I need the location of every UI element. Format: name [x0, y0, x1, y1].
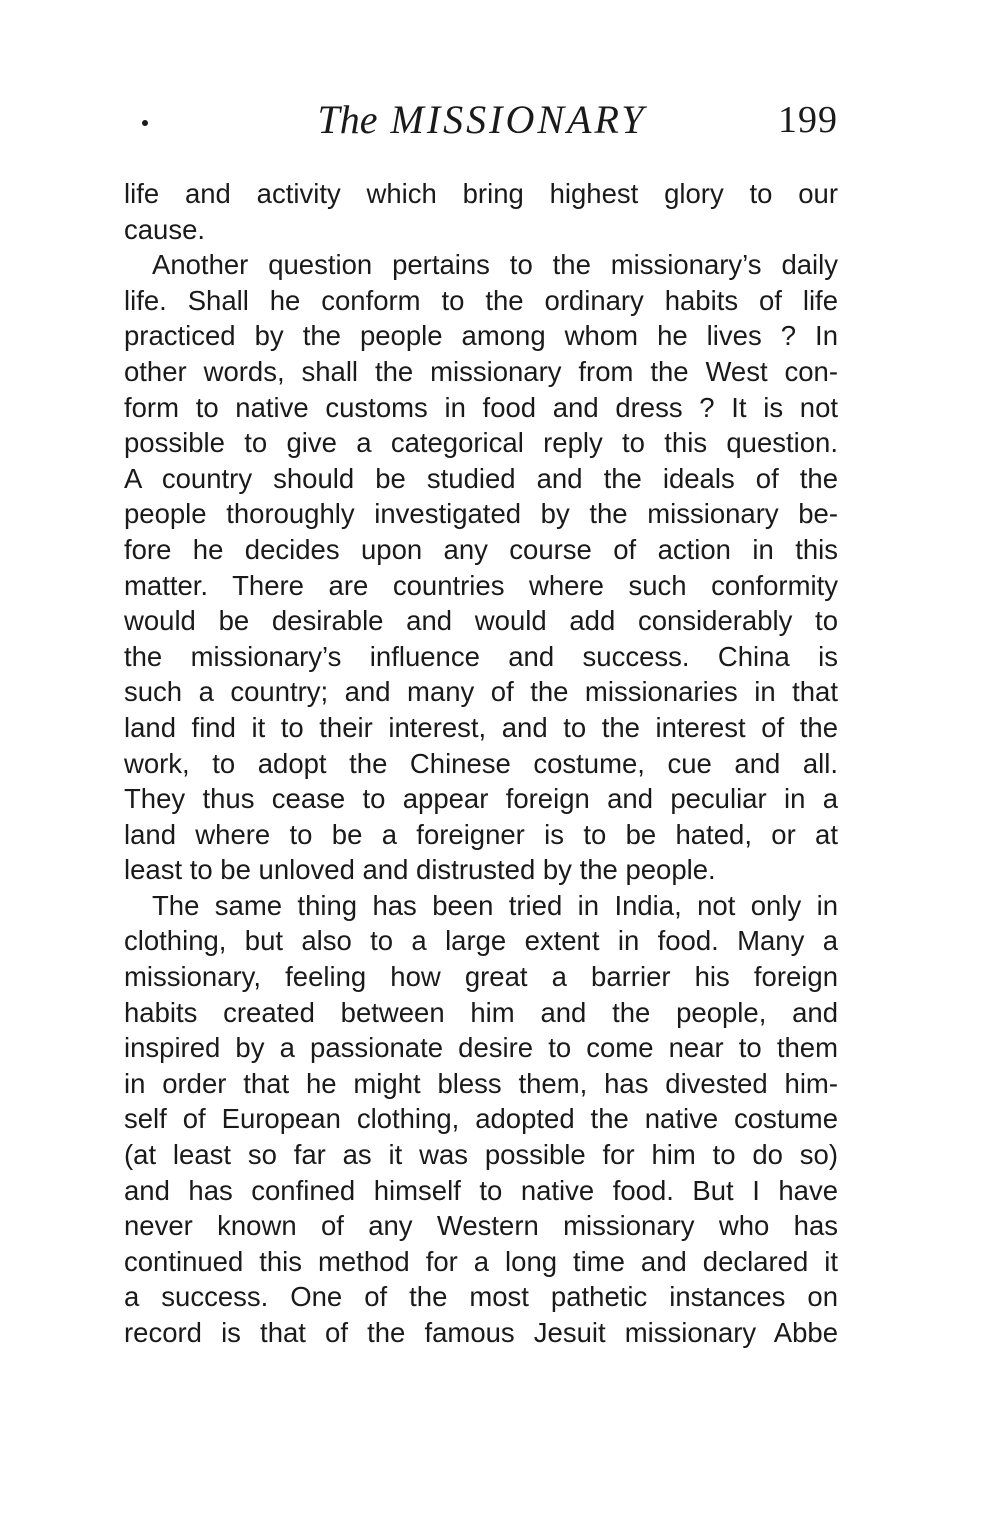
page-number: 199	[778, 99, 838, 141]
text-line: would be desirable and would add considerably to	[124, 605, 838, 637]
text-line: The same thing has been tried in India, not only in	[152, 889, 838, 921]
text-line: life and activity which bring highest glory to our	[124, 178, 838, 209]
text-line: people thoroughly investigated by the missionary be-	[124, 498, 838, 530]
text-line: clothing, but also to a large extent in food. Many a	[124, 925, 838, 957]
text-line: form to native customs in food and dress ? It is not	[124, 391, 838, 423]
page-title	[122, 96, 842, 143]
text-line: possible to give a categorical reply to this question.	[124, 427, 838, 459]
text-line: other words, shall the missionary from the West con-	[124, 355, 838, 387]
text-line: matter. There are countries where such conformity	[124, 569, 838, 601]
text-line: land where to be a foreigner is to be hated, or at	[124, 818, 838, 850]
running-head	[122, 96, 842, 156]
text-line: life. Shall he conform to the ordinary habits of life	[124, 284, 838, 316]
text-line: A country should be studied and the ideals of the	[124, 462, 838, 494]
text-line: practiced by the people among whom he lives ? In	[124, 320, 838, 352]
text-line: least to be unloved and distrusted by the people.	[124, 854, 716, 886]
text-line: cause.	[124, 213, 206, 245]
text-line: work, to adopt the Chinese costume, cue and all.	[124, 747, 838, 779]
title-article: The	[317, 97, 378, 142]
text-line: never known of any Western missionary who has	[124, 1210, 838, 1242]
text-line: land find it to their interest, and to the interest of the	[124, 711, 838, 743]
body-text	[124, 176, 838, 1351]
title-main: MISSIONARY	[390, 97, 647, 142]
text-line: and has confined himself to native food. But I have	[124, 1174, 838, 1206]
text-line: continued this method for a long time and declared it	[124, 1245, 838, 1277]
text-line: habits created between him and the people, and	[124, 996, 838, 1028]
text-line: Another question pertains to the missionary’s daily	[152, 249, 838, 281]
text-line: missionary, feeling how great a barrier his foreign	[124, 961, 838, 993]
text-line: a success. One of the most pathetic instances on	[124, 1281, 838, 1313]
text-line: record is that of the famous Jesuit missionary Abbe	[124, 1317, 838, 1348]
text-line: the missionary’s influence and success. China is	[124, 640, 838, 672]
text-line: self of European clothing, adopted the native costume	[124, 1103, 838, 1135]
text-line: such a country; and many of the missionaries in that	[124, 676, 838, 708]
text-line: inspired by a passionate desire to come near to them	[124, 1032, 838, 1064]
text-line: They thus cease to appear foreign and peculiar in a	[124, 783, 838, 815]
text-line: (at least so far as it was possible for him to do so)	[124, 1139, 838, 1171]
text-line: in order that he might bless them, has divested him-	[124, 1067, 838, 1099]
text-line: fore he decides upon any course of action in this	[124, 533, 838, 565]
